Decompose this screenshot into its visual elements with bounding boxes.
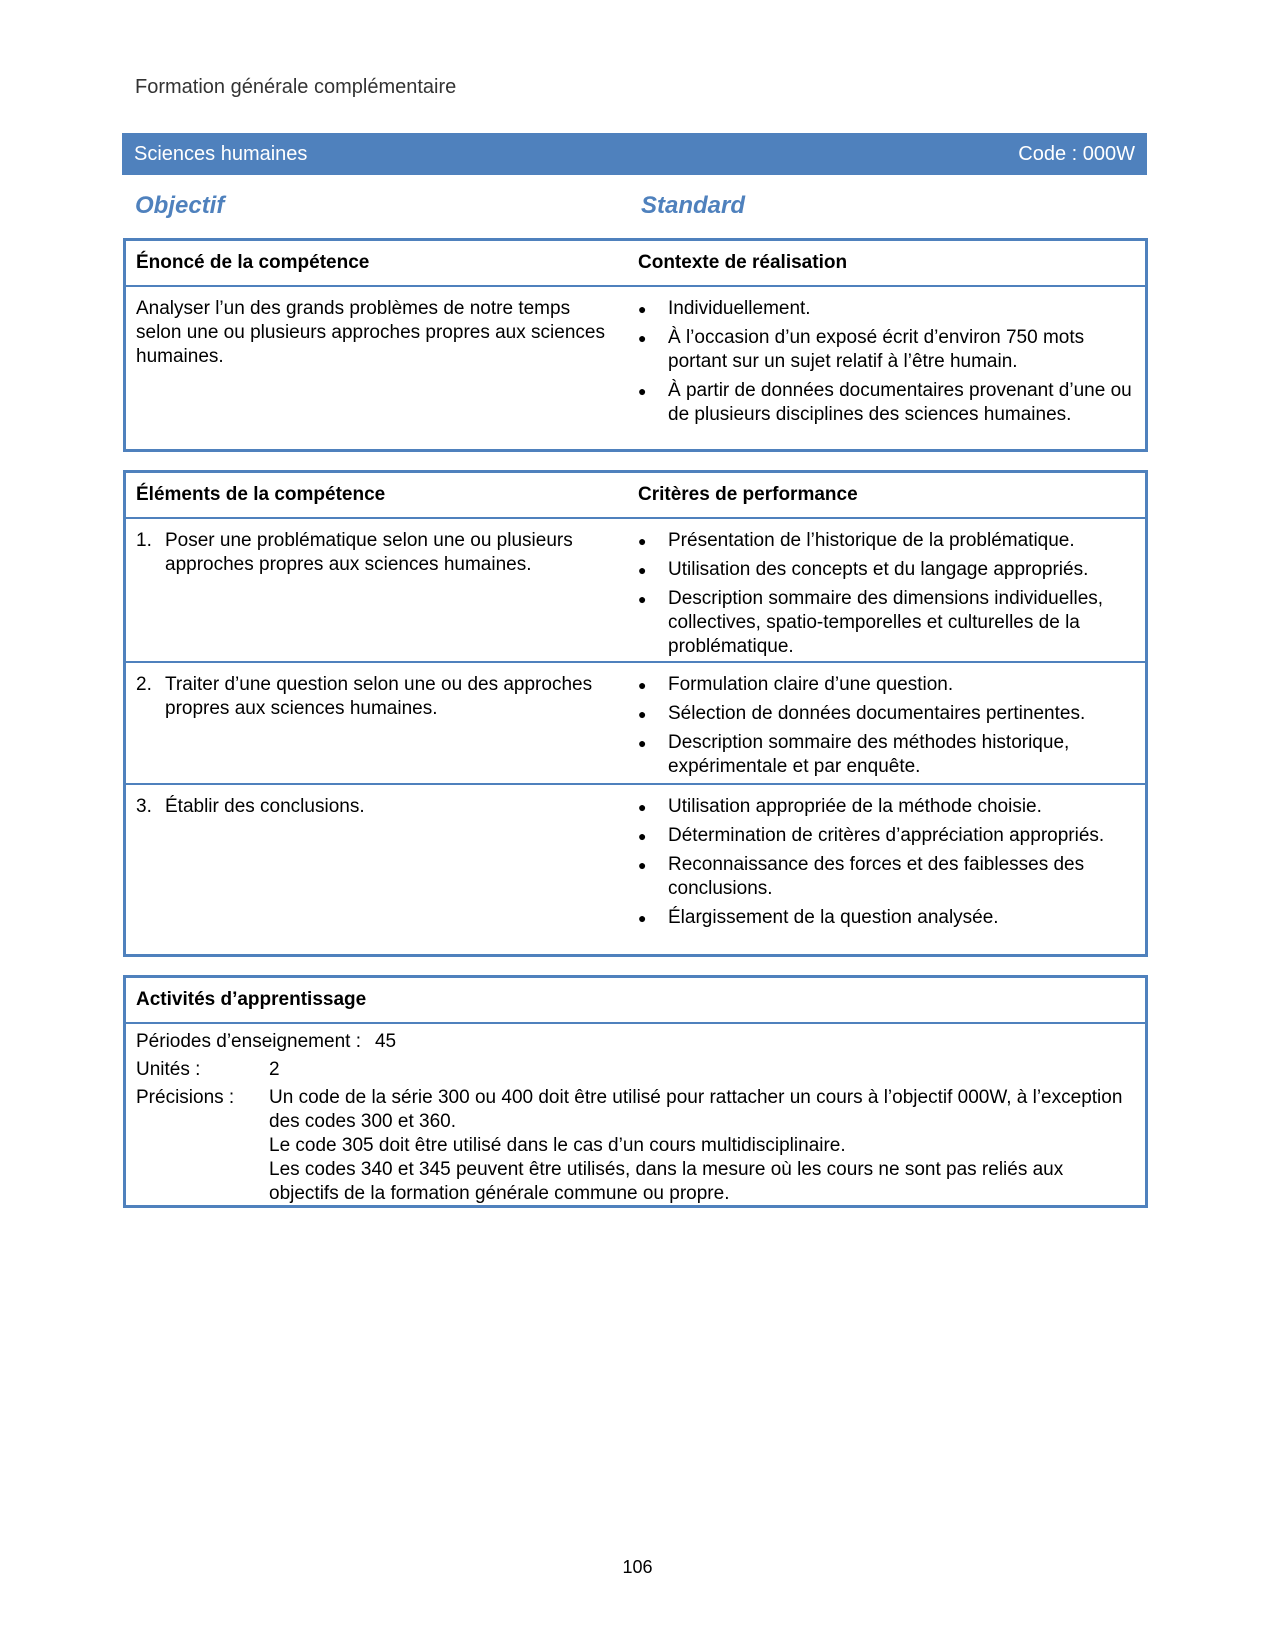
- activites-box-header: [126, 978, 1145, 1024]
- criteria-heading: Critères de performance: [638, 484, 858, 505]
- course-title-bar: [122, 133, 1147, 175]
- list-item: ● Reconnaissance des forces et des faiblesses des conclusions.: [638, 854, 1085, 899]
- periodes-value: 45: [374, 1031, 397, 1052]
- bullet-icon: ●: [638, 533, 647, 549]
- elements-box-header: [126, 473, 1145, 519]
- list-item: ● À partir de données documentaires provenant d’une ou de plusieurs disciplines des sciences humaines.: [638, 380, 1132, 425]
- unites-value: 2: [269, 1059, 280, 1080]
- bullet-icon: ●: [638, 677, 647, 693]
- table-row: [126, 519, 1145, 663]
- course-code: Code : 000W: [1018, 142, 1135, 165]
- standard-heading: Standard: [641, 192, 746, 219]
- competence-box: [123, 238, 1148, 452]
- activites-heading: Activités d’apprentissage: [136, 989, 367, 1010]
- list-item: ● Utilisation appropriée de la méthode choisie.: [638, 796, 1042, 817]
- competence-box-header: [126, 241, 1145, 287]
- table-row: [126, 785, 1145, 955]
- elements-box: [123, 470, 1148, 957]
- criteria-list: [638, 673, 1145, 779]
- page-number: 106: [622, 1557, 653, 1577]
- bullet-icon: ●: [638, 330, 647, 346]
- competence-statement-heading: Énoncé de la compétence: [136, 252, 370, 273]
- criteria-list: [638, 795, 1145, 930]
- bullet-icon: ●: [638, 799, 647, 815]
- activites-box: [123, 975, 1148, 1208]
- periodes-line: [136, 1030, 1135, 1054]
- elements-heading: Éléments de la compétence: [136, 484, 386, 505]
- list-item: ● Détermination de critères d’appréciation appropriés.: [638, 825, 1105, 846]
- precisions-label: Précisions :: [136, 1087, 235, 1108]
- bullet-icon: ●: [638, 562, 647, 578]
- list-item: ● Description sommaire des dimensions individuelles, collectives, spatio-temporelles et culturelles de la problématique.: [638, 588, 1104, 657]
- document-header-title: Formation générale complémentaire: [135, 76, 457, 98]
- list-item: ● Utilisation des concepts et du langage appropriés.: [638, 559, 1089, 580]
- element-item: 2. Traiter d’une question selon une ou des approches propres aux sciences humaines.: [136, 674, 593, 719]
- bullet-icon: ●: [638, 857, 647, 873]
- list-item: ● À l’occasion d’un exposé écrit d’environ 750 mots portant sur un sujet relatif à l’être humain.: [638, 327, 1085, 372]
- list-item: ● Élargissement de la question analysée.: [638, 907, 999, 928]
- bullet-icon: ●: [638, 828, 647, 844]
- bullet-icon: ●: [638, 735, 647, 751]
- unites-label: Unités :: [136, 1059, 201, 1080]
- bullet-icon: ●: [638, 706, 647, 722]
- bullet-icon: ●: [638, 591, 647, 607]
- list-item: ● Sélection de données documentaires pertinentes.: [638, 703, 1086, 724]
- unites-line: [136, 1058, 1135, 1082]
- list-item: ● Présentation de l’historique de la problématique.: [638, 530, 1075, 551]
- competence-statement: Analyser l’un des grands problèmes de notre temps selon une ou plusieurs approches propres aux sciences humaines.: [136, 298, 605, 367]
- list-item: ● Formulation claire d’une question.: [638, 674, 954, 695]
- table-row: [126, 663, 1145, 785]
- course-name: Sciences humaines: [134, 142, 308, 165]
- precision-text: Le code 305 doit être utilisé dans le cas d’un cours multidisciplinaire.: [269, 1135, 846, 1156]
- periodes-label: Périodes d’enseignement :: [136, 1031, 361, 1052]
- criteria-list: [638, 529, 1145, 659]
- list-item: ● Individuellement.: [638, 298, 811, 319]
- objectif-heading: Objectif: [135, 192, 225, 219]
- bullet-icon: ●: [638, 383, 647, 399]
- precisions-block: [136, 1086, 1135, 1206]
- element-item: 3. Établir des conclusions.: [136, 796, 365, 817]
- precision-text: Un code de la série 300 ou 400 doit être utilisé pour rattacher un cours à l’objectif 000W, à l’exception des codes 300 et 360.: [269, 1087, 1123, 1132]
- element-item: 1. Poser une problématique selon une ou plusieurs approches propres aux sciences humaines.: [136, 530, 573, 575]
- bullet-icon: ●: [638, 301, 647, 317]
- context-heading: Contexte de réalisation: [638, 252, 848, 273]
- bullet-icon: ●: [638, 910, 647, 926]
- context-list: [638, 297, 1145, 427]
- list-item: ● Description sommaire des méthodes historique, expérimentale et par enquête.: [638, 732, 1070, 777]
- precision-text: Les codes 340 et 345 peuvent être utilisés, dans la mesure où les cours ne sont pas reliés aux objectifs de la formation générale commune ou propre.: [269, 1159, 1064, 1204]
